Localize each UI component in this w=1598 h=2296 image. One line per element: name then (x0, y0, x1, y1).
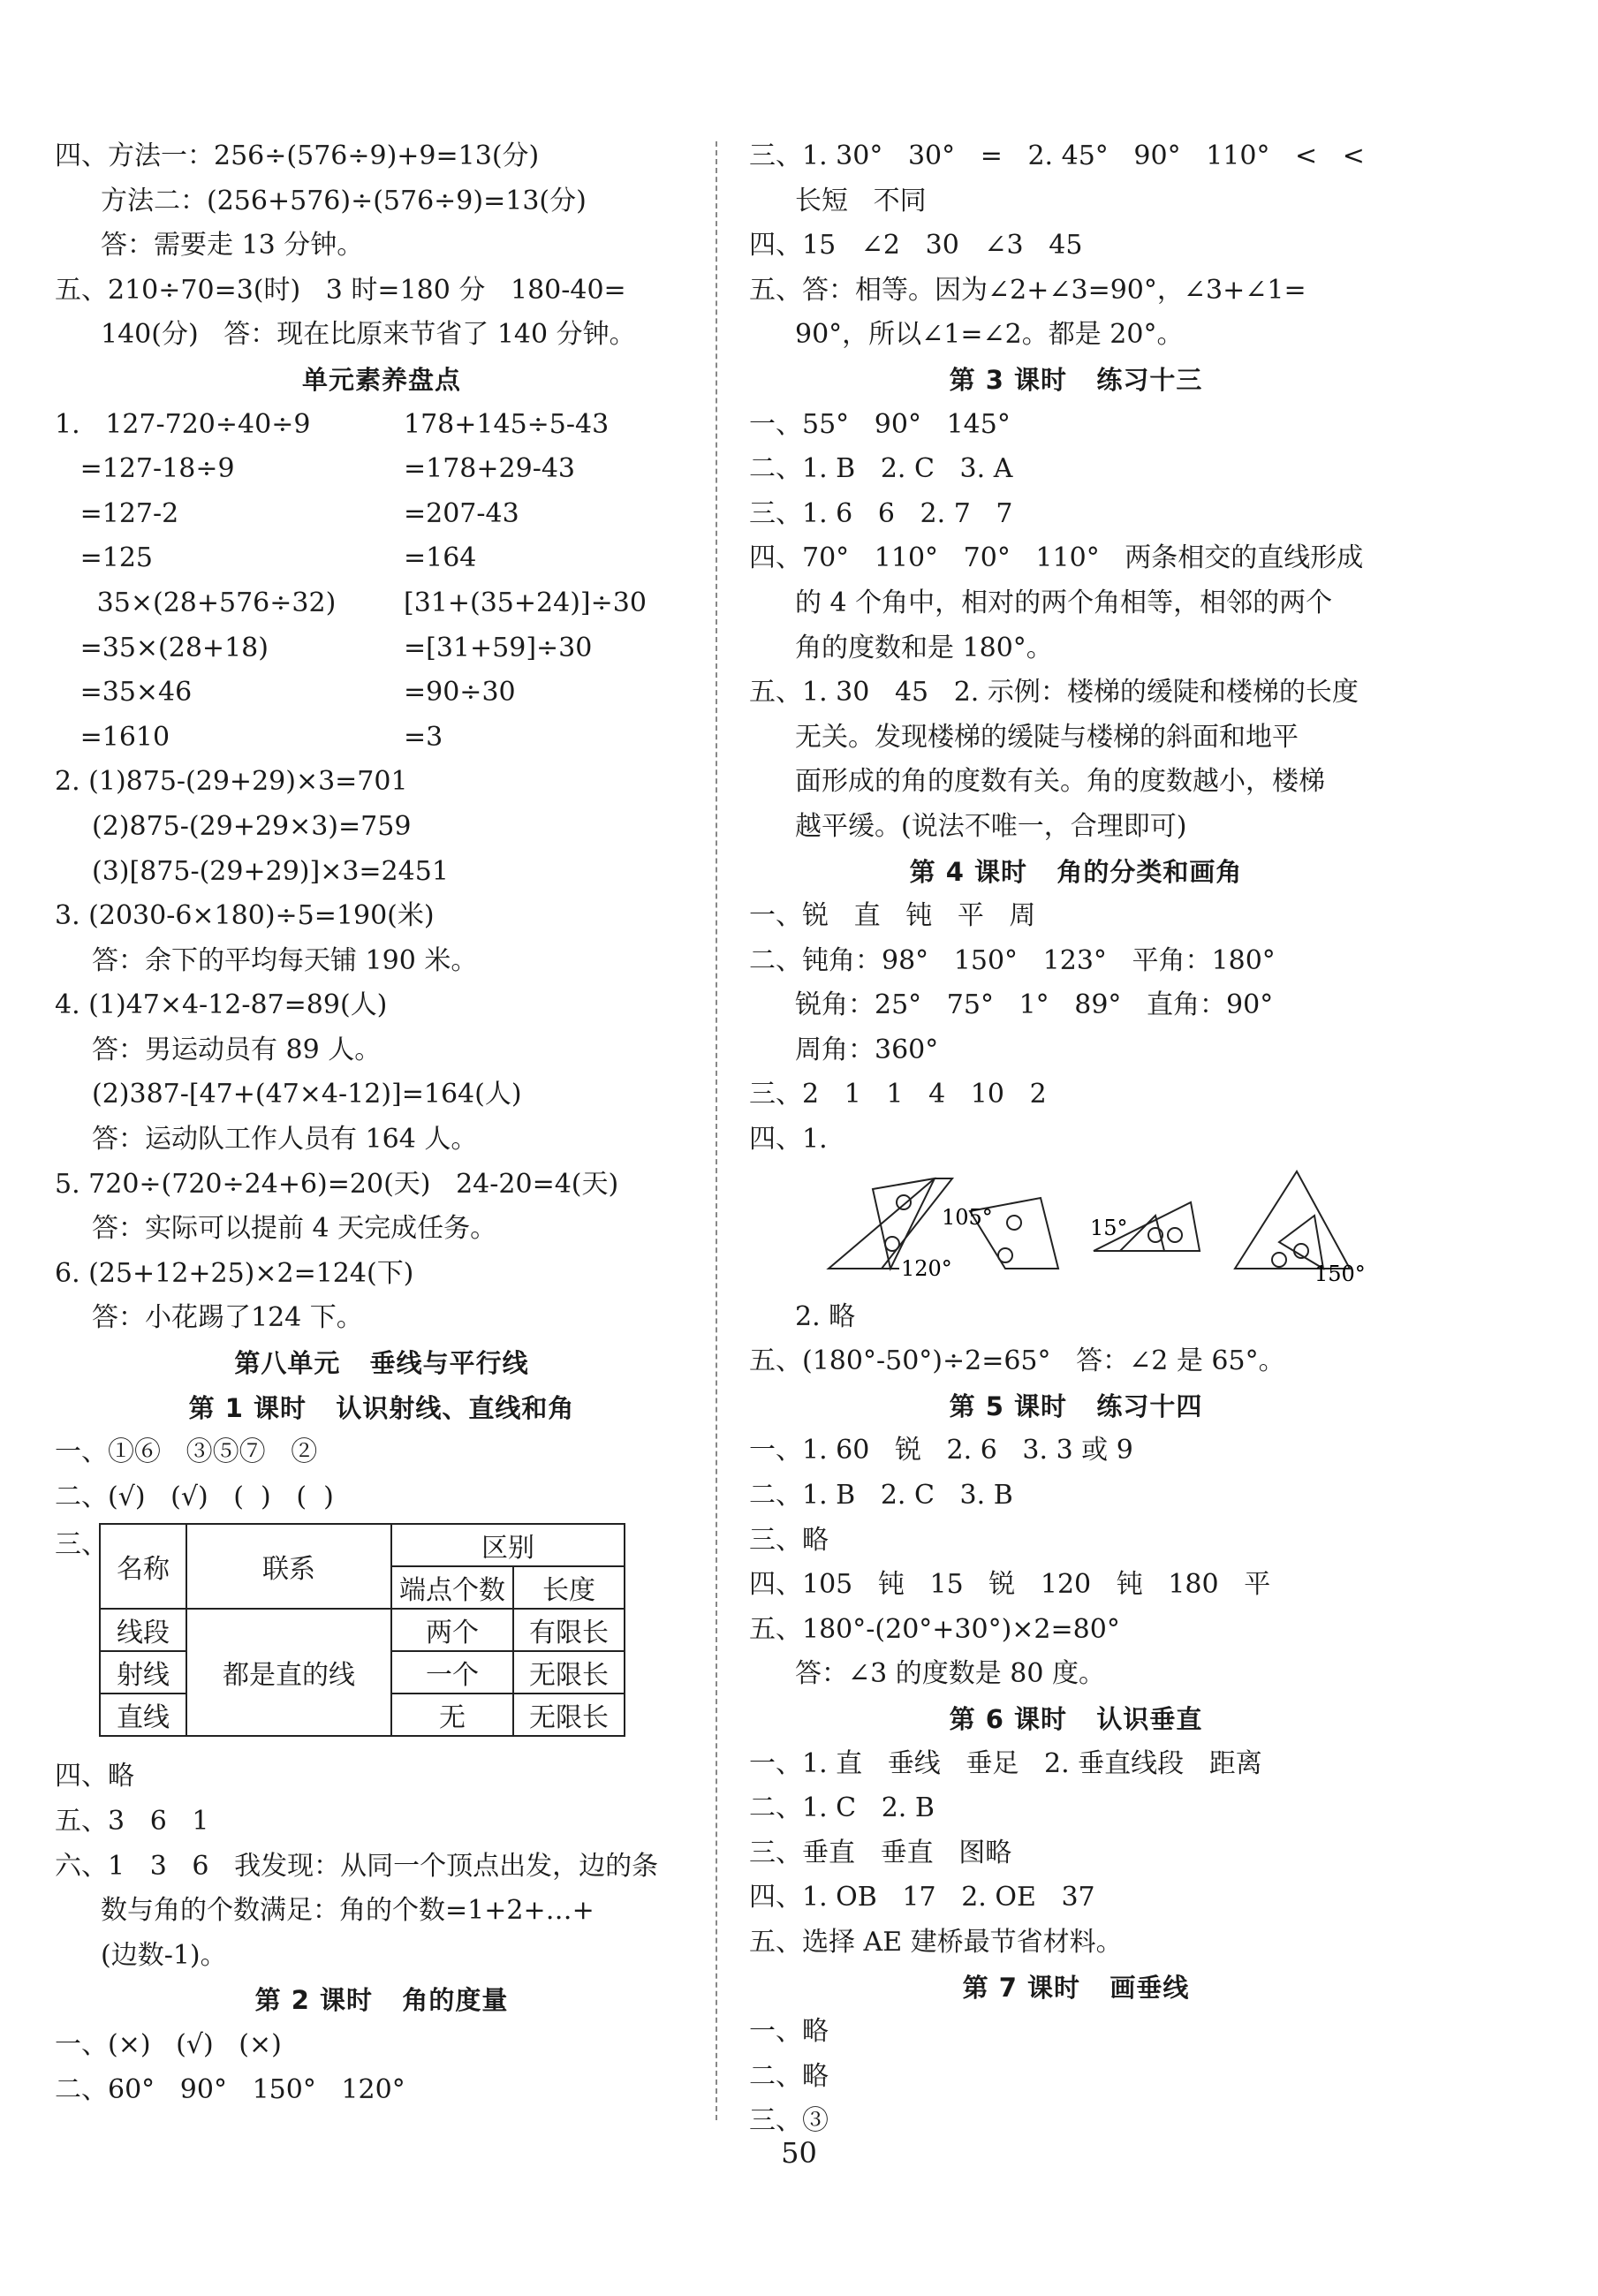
text-line: 四、1. (749, 1124, 828, 1156)
text-line: 答：实际可以提前 4 天完成任务。 (92, 1213, 497, 1245)
calc-row (55, 671, 708, 716)
text-line: 三、1. 6 6 2. 7 7 (749, 497, 1013, 529)
text-line: 一、55° 90° 145° (749, 408, 1011, 440)
text-line: 五、答：相等。因为∠2+∠3=90°，∠3+∠1= (749, 274, 1306, 306)
text-line: 锐角：25° 75° 1° 89° 直角：90° (795, 989, 1274, 1021)
text-line: 三、垂直 垂直 图略 (749, 1837, 1012, 1868)
text-line: 面形成的角的度数有关。角的度数越小，楼梯 (795, 766, 1325, 798)
calc-row (55, 716, 708, 761)
text-line: 一、锐 直 钝 平 周 (749, 900, 1036, 932)
calc-left: =125 (55, 542, 154, 574)
text-line: 2. 略 (795, 1300, 856, 1332)
text-line: 越平缓。(说法不唯一，合理即可) (795, 810, 1187, 842)
calc-row (55, 581, 708, 626)
text-line: 二、略 (749, 2060, 829, 2092)
calc-row (55, 492, 708, 537)
angle-drawing (749, 1163, 1403, 1295)
text-line: 答：小花踢了124 下。 (92, 1302, 363, 1334)
row-len: 无限长 (513, 1694, 625, 1736)
row-end: 无 (391, 1694, 513, 1736)
section-heading: 第 7 课时 画垂线 (962, 1972, 1190, 2003)
relation-table (99, 1523, 625, 1737)
figure-label: 105° (942, 1204, 993, 1230)
right-column (749, 134, 1403, 2144)
table-label: 三、 (55, 1529, 108, 1561)
figure-label: 120° (901, 1255, 952, 1281)
calc-row (55, 536, 708, 581)
right-lines-1 (749, 134, 1403, 1163)
text-line: 答：男运动员有 89 人。 (92, 1034, 382, 1065)
calc-row (55, 403, 708, 448)
calc-right: =3 (404, 721, 443, 753)
text-line: 一、(×) (√) (×) (55, 2028, 282, 2060)
figure-label: 150° (1314, 1261, 1366, 1286)
row-len: 有限长 (513, 1609, 625, 1651)
text-line: 二、钝角：98° 150° 123° 平角：180° (749, 944, 1276, 976)
text-line: 四、105 钝 15 锐 120 钝 180 平 (749, 1569, 1271, 1601)
calc-left: 1. 127-720÷40÷9 (55, 408, 311, 440)
text-line: (边数-1)。 (101, 1939, 227, 1971)
calc-right: =178+29-43 (404, 453, 576, 485)
calc-block (55, 403, 708, 761)
calc-left: =127-2 (55, 497, 179, 529)
section-heading: 第 3 课时 练习十三 (949, 364, 1203, 395)
section-heading: 第 4 课时 角的分类和画角 (909, 856, 1243, 887)
calc-right: =207-43 (404, 497, 519, 529)
text-line: 一、略 (749, 2016, 829, 2048)
text-line: 五、180°-(20°+30°)×2=80° (749, 1613, 1120, 1645)
text-line: 一、1. 60 锐 2. 6 3. 3 或 9 (749, 1435, 1133, 1466)
text-line: 方法二：(256+576)÷(576÷9)=13(分) (101, 185, 587, 216)
th-name: 名称 (100, 1524, 186, 1609)
calc-left: =35×(28+18) (55, 632, 269, 663)
text-line: 五、3 6 1 (55, 1806, 209, 1837)
text-line: 五、选择 AE 建桥最节省材料。 (749, 1926, 1123, 1958)
calc-right: [31+(35+24)]÷30 (404, 587, 647, 618)
text-line: 三、③ (749, 2105, 829, 2137)
text-line: 5. 720÷(720÷24+6)=20(天) 24-20=4(天) (55, 1168, 619, 1200)
figure-label: 15° (1090, 1215, 1128, 1240)
section-heading: 单元素养盘点 (301, 364, 461, 395)
left-lines-1 (55, 134, 708, 403)
text-line: 数与角的个数满足：角的个数=1+2+…+ (101, 1895, 595, 1927)
th-difference: 区别 (391, 1524, 625, 1566)
text-line: 的 4 个角中，相对的两个角相等，相邻的两个 (795, 587, 1333, 618)
text-line: 4. (1)47×4-12-87=89(人) (55, 989, 388, 1021)
text-line: 2. (1)875-(29+29)×3=701 (55, 766, 408, 798)
text-line: 四、略 (55, 1761, 134, 1792)
text-line: 一、1. 直 垂线 垂足 2. 垂直线段 距离 (749, 1747, 1262, 1779)
section-heading: 第 2 课时 角的度量 (254, 1985, 509, 2016)
text-line: 3. (2030-6×180)÷5=190(米) (55, 900, 435, 932)
calc-row (55, 626, 708, 671)
row-name: 线段 (100, 1609, 186, 1651)
right-lines-2 (749, 1295, 1403, 2144)
section-heading: 第 1 课时 认识射线、直线和角 (188, 1392, 575, 1423)
text-line: 140(分) 答：现在比原来节省了 140 分钟。 (101, 319, 636, 351)
relation-table-block (55, 1523, 708, 1754)
text-line: 六、1 3 6 我发现：从同一个顶点出发，边的条 (55, 1850, 659, 1882)
section-heading: 第 5 课时 练习十四 (949, 1390, 1203, 1421)
row-len: 无限长 (513, 1651, 625, 1694)
row-name: 射线 (100, 1651, 186, 1694)
text-line: (3)[875-(29+29)]×3=2451 (92, 855, 449, 887)
text-line: 答：∠3 的度数是 80 度。 (795, 1658, 1106, 1690)
text-line: 三、2 1 1 4 10 2 (749, 1079, 1047, 1110)
th-endpoints: 端点个数 (391, 1566, 513, 1609)
text-line: 6. (25+12+25)×2=124(下) (55, 1257, 414, 1289)
calc-right: =[31+59]÷30 (404, 632, 593, 663)
text-line: 二、1. B 2. C 3. A (749, 453, 1013, 485)
text-line: 四、1. OB 17 2. OE 37 (749, 1882, 1095, 1913)
row-name: 直线 (100, 1694, 186, 1736)
text-line: 二、1. B 2. C 3. B (749, 1480, 1013, 1512)
row-end: 一个 (391, 1651, 513, 1694)
th-length: 长度 (513, 1566, 625, 1609)
calc-right: =90÷30 (404, 677, 516, 709)
text-line: 五、210÷70=3(时) 3 时=180 分 180-40= (55, 274, 626, 306)
text-line: 三、略 (749, 1524, 829, 1556)
left-lines-3 (55, 1754, 708, 2112)
text-line: 二、1. C 2. B (749, 1792, 935, 1824)
text-line: 二、(√) (√) ( ) ( ) (55, 1481, 334, 1512)
calc-row (55, 447, 708, 492)
text-line: 二、60° 90° 150° 120° (55, 2073, 405, 2105)
text-line: 角的度数和是 180°。 (795, 632, 1053, 663)
calc-left: 35×(28+576÷32) (55, 587, 337, 618)
text-line: 五、1. 30 45 2. 示例：楼梯的缓陡和楼梯的长度 (749, 677, 1359, 709)
text-line: 五、(180°-50°)÷2=65° 答：∠2 是 65°。 (749, 1345, 1285, 1377)
text-line: 答：运动队工作人员有 164 人。 (92, 1124, 478, 1156)
text-line: 一、①⑥ ③⑤⑦ ② (55, 1436, 318, 1468)
text-line: 无关。发现楼梯的缓陡与楼梯的斜面和地平 (795, 721, 1299, 753)
calc-right: 178+145÷5-43 (404, 408, 610, 440)
calc-left: =127-18÷9 (55, 453, 235, 485)
calc-left: =1610 (55, 721, 170, 753)
text-line: 三、1. 30° 30° = 2. 45° 90° 110° < < (749, 140, 1365, 171)
text-line: 答：余下的平均每天铺 190 米。 (92, 944, 478, 976)
text-line: 四、70° 110° 70° 110° 两条相交的直线形成 (749, 542, 1364, 574)
left-lines-2 (55, 760, 708, 1519)
shared-relation: 都是直的线 (186, 1609, 391, 1736)
calc-right: =164 (404, 542, 477, 574)
text-line: 四、15 ∠2 30 ∠3 45 (749, 230, 1083, 261)
text-line: 答：需要走 13 分钟。 (101, 230, 364, 261)
text-line: 90°，所以∠1=∠2。都是 20°。 (795, 319, 1184, 351)
text-line: 长短 不同 (795, 185, 927, 216)
angle-figures (749, 1163, 1403, 1295)
text-line: (2)875-(29+29×3)=759 (92, 810, 412, 842)
row-end: 两个 (391, 1609, 513, 1651)
column-divider (716, 141, 717, 2120)
section-heading: 第八单元 垂线与平行线 (234, 1348, 529, 1379)
section-heading: 第 6 课时 认识垂直 (949, 1704, 1203, 1734)
text-line: (2)387-[47+(47×4-12)]=164(人) (92, 1079, 522, 1110)
text-line: 四、方法一：256÷(576÷9)+9=13(分) (55, 140, 540, 171)
left-column (55, 134, 708, 2112)
calc-left: =35×46 (55, 677, 193, 709)
text-line: 周角：360° (795, 1034, 939, 1065)
page-number: 50 (781, 2136, 817, 2170)
th-relation: 联系 (186, 1524, 391, 1609)
